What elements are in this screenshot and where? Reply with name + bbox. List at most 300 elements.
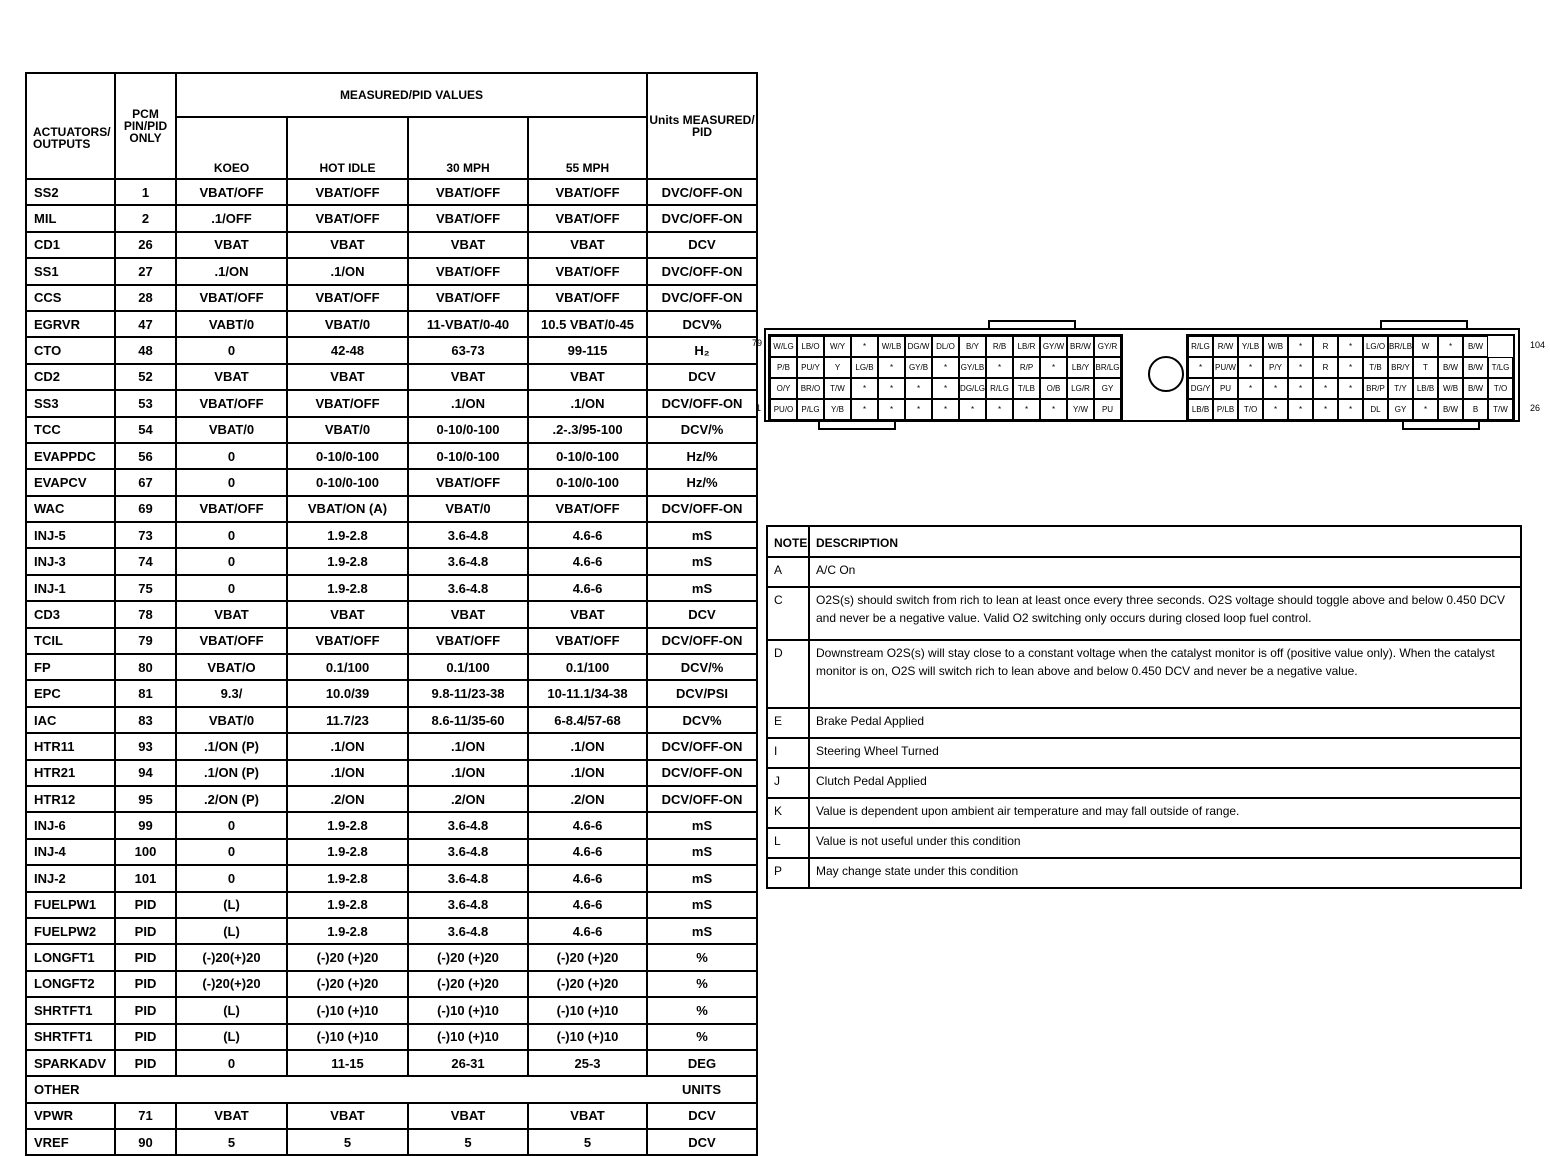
value-cell: VBAT xyxy=(408,601,528,627)
pcm-pin: 26 xyxy=(115,232,176,258)
connector-pin: R/LG xyxy=(986,378,1013,399)
value-cell: (-)10 (+)10 xyxy=(408,997,528,1023)
actuator-name: INJ-2 xyxy=(26,865,115,891)
note-letter: E xyxy=(767,708,809,738)
value-cell: VBAT xyxy=(528,1103,647,1129)
pin-label-79: 79 xyxy=(752,338,763,348)
units-cell: DEG xyxy=(647,1050,757,1076)
connector-pin: O/Y xyxy=(770,378,797,399)
value-cell: .2/ON xyxy=(287,786,408,812)
value-cell: VBAT/0 xyxy=(287,417,408,443)
pcm-pin: PID xyxy=(115,944,176,970)
connector-pin: * xyxy=(905,378,932,399)
value-cell: 5 xyxy=(176,1129,287,1155)
table-row xyxy=(26,337,757,363)
table-row xyxy=(26,443,757,469)
value-cell: VBAT/O xyxy=(176,654,287,680)
connector-pin: * xyxy=(986,357,1013,378)
table-row xyxy=(26,971,757,997)
table-row xyxy=(26,285,757,311)
value-cell: 11.7/23 xyxy=(287,707,408,733)
value-cell: 4.6-6 xyxy=(528,865,647,891)
table-row xyxy=(26,865,757,891)
value-cell: 0-10/0-100 xyxy=(287,443,408,469)
pcm-pin: 54 xyxy=(115,417,176,443)
value-cell: VBAT xyxy=(287,232,408,258)
value-cell: 0-10/0-100 xyxy=(408,417,528,443)
value-cell: 0 xyxy=(176,337,287,363)
value-cell: VBAT/0 xyxy=(287,311,408,337)
connector-pin: * xyxy=(1338,378,1363,399)
connector-pin: T/LG xyxy=(1488,357,1513,378)
actuator-name: TCC xyxy=(26,417,115,443)
pcm-pin: 27 xyxy=(115,258,176,284)
actuator-name: CCS xyxy=(26,285,115,311)
value-cell: VBAT/OFF xyxy=(528,496,647,522)
connector-pin: PU xyxy=(1213,378,1238,399)
units-cell: DVC/OFF-ON xyxy=(647,285,757,311)
connector-pin: PU/W xyxy=(1213,357,1238,378)
units-cell: DVC/OFF-ON xyxy=(647,205,757,231)
value-cell: 4.6-6 xyxy=(528,839,647,865)
value-cell: VBAT xyxy=(408,1103,528,1129)
units-cell: DCV xyxy=(647,601,757,627)
units-cell: mS xyxy=(647,522,757,548)
other-rows xyxy=(26,1076,757,1155)
value-cell: 0-10/0-100 xyxy=(287,469,408,495)
value-cell: 1.9-2.8 xyxy=(287,865,408,891)
connector-pin: T/B xyxy=(1363,357,1388,378)
table-row xyxy=(26,469,757,495)
units-cell: % xyxy=(647,944,757,970)
value-cell: 0 xyxy=(176,812,287,838)
value-cell: 5 xyxy=(287,1129,408,1155)
notes-table xyxy=(766,525,1522,889)
connector-pin: DG/W xyxy=(905,336,932,357)
value-cell: (-)20 (+)20 xyxy=(287,944,408,970)
connector-pin: R/P xyxy=(1013,357,1040,378)
value-cell: VBAT/0 xyxy=(176,707,287,733)
table-row xyxy=(26,390,757,416)
value-cell: 4.6-6 xyxy=(528,548,647,574)
connector-pin: W/LB xyxy=(878,336,905,357)
connector-pin: P/B xyxy=(770,357,797,378)
value-cell: .2-.3/95-100 xyxy=(528,417,647,443)
pcm-pin: 69 xyxy=(115,496,176,522)
value-cell: .1/ON xyxy=(287,258,408,284)
connector-pin: * xyxy=(1288,399,1313,420)
value-cell: VBAT/ON (A) xyxy=(287,496,408,522)
connector-pin: GY xyxy=(1388,399,1413,420)
units-cell: % xyxy=(647,997,757,1023)
actuator-name: FUELPW1 xyxy=(26,892,115,918)
connector-pin: PU/O xyxy=(770,399,797,420)
connector-pin: R xyxy=(1313,336,1338,357)
value-cell: VBAT/OFF xyxy=(528,205,647,231)
note-letter: I xyxy=(767,738,809,768)
pcm-pin: 101 xyxy=(115,865,176,891)
value-cell: 8.6-11/35-60 xyxy=(408,707,528,733)
value-cell: VBAT/OFF xyxy=(528,628,647,654)
connector-pin: Y xyxy=(824,357,851,378)
value-cell: 4.6-6 xyxy=(528,918,647,944)
value-cell: 26-31 xyxy=(408,1050,528,1076)
connector-pin: DG/Y xyxy=(1188,378,1213,399)
connector-pin: GY xyxy=(1094,378,1121,399)
units-cell: DCV/OFF-ON xyxy=(647,628,757,654)
units-cell: mS xyxy=(647,548,757,574)
value-cell: (-)20 (+)20 xyxy=(287,971,408,997)
table-row xyxy=(26,707,757,733)
connector-pin: * xyxy=(851,336,878,357)
table-row xyxy=(26,786,757,812)
value-cell: 99-115 xyxy=(528,337,647,363)
note-letter: P xyxy=(767,858,809,888)
note-letter: L xyxy=(767,828,809,858)
connector-pin: B/Y xyxy=(959,336,986,357)
connector-pin: * xyxy=(878,378,905,399)
connector-pin: R/W xyxy=(1213,336,1238,357)
value-cell: (-)10 (+)10 xyxy=(528,1024,647,1050)
actuator-name: EVAPCV xyxy=(26,469,115,495)
connector-pin: DL/O xyxy=(932,336,959,357)
note-row xyxy=(767,858,1521,888)
value-cell: VBAT xyxy=(176,601,287,627)
pcm-pin: 74 xyxy=(115,548,176,574)
actuator-name: INJ-5 xyxy=(26,522,115,548)
value-cell: VBAT/OFF xyxy=(528,179,647,205)
value-cell: 10-11.1/34-38 xyxy=(528,680,647,706)
other-name: VREF xyxy=(26,1129,115,1155)
value-cell: VBAT/OFF xyxy=(287,285,408,311)
value-cell: VBAT/OFF xyxy=(528,258,647,284)
pcm-pin: 53 xyxy=(115,390,176,416)
units-cell: DCV/% xyxy=(647,417,757,443)
note-row xyxy=(767,828,1521,858)
connector-pin: * xyxy=(932,399,959,420)
value-cell: 25-3 xyxy=(528,1050,647,1076)
value-cell: 5 xyxy=(528,1129,647,1155)
actuator-name: EPC xyxy=(26,680,115,706)
connector-pin: * xyxy=(851,378,878,399)
connector-pin: B/W xyxy=(1463,378,1488,399)
actuator-name: SS3 xyxy=(26,390,115,416)
table-row xyxy=(26,232,757,258)
note-description: May change state under this condition xyxy=(809,858,1521,888)
value-cell: .1/ON (P) xyxy=(176,760,287,786)
connector-pin: W/B xyxy=(1263,336,1288,357)
table-row xyxy=(26,1129,757,1155)
table-row xyxy=(26,680,757,706)
units-cell: mS xyxy=(647,575,757,601)
connector-pin: LB/B xyxy=(1413,378,1438,399)
units-cell: mS xyxy=(647,839,757,865)
connector-pin: LB/Y xyxy=(1067,357,1094,378)
header-units: Units MEASURED/ PID xyxy=(647,73,757,179)
note-row xyxy=(767,708,1521,738)
connector-body xyxy=(764,328,1520,422)
actuator-name: CD3 xyxy=(26,601,115,627)
value-cell: VBAT xyxy=(408,232,528,258)
note-letter: D xyxy=(767,640,809,708)
pin-label-1: 1 xyxy=(756,403,762,413)
pcm-pin: 99 xyxy=(115,812,176,838)
table-row xyxy=(26,258,757,284)
pcm-pin: PID xyxy=(115,1050,176,1076)
units-cell: DCV/PSI xyxy=(647,680,757,706)
value-cell: VBAT/OFF xyxy=(176,285,287,311)
pcm-pin: PID xyxy=(115,971,176,997)
actuator-name: CD2 xyxy=(26,364,115,390)
value-cell: 3.6-4.8 xyxy=(408,865,528,891)
connector-pin: W xyxy=(1413,336,1438,357)
connector-pin: GY/R xyxy=(1094,336,1121,357)
connector-pin: * xyxy=(1288,378,1313,399)
connector-pin: * xyxy=(1338,357,1363,378)
notes-rows xyxy=(767,557,1521,888)
value-cell: .2/ON (P) xyxy=(176,786,287,812)
actuator-name: HTR11 xyxy=(26,733,115,759)
value-cell: 0-10/0-100 xyxy=(528,443,647,469)
connector-pin: P/LB xyxy=(1213,399,1238,420)
value-cell: (-)10 (+)10 xyxy=(408,1024,528,1050)
connector-pin: W/Y xyxy=(824,336,851,357)
connector-pin: LG/O xyxy=(1363,336,1388,357)
value-cell: 0 xyxy=(176,522,287,548)
actuator-name: HTR21 xyxy=(26,760,115,786)
actuator-outputs-table xyxy=(25,72,758,1156)
table-row xyxy=(26,575,757,601)
pcm-pin: 95 xyxy=(115,786,176,812)
connector-pin: B xyxy=(1463,399,1488,420)
value-cell: (L) xyxy=(176,997,287,1023)
connector-pin: BR/LB xyxy=(1388,336,1413,357)
value-cell: 9.3/ xyxy=(176,680,287,706)
units-cell: DCV/OFF-ON xyxy=(647,760,757,786)
connector-pin: B/W xyxy=(1463,336,1488,357)
value-cell: 1.9-2.8 xyxy=(287,522,408,548)
table-row xyxy=(26,548,757,574)
pcm-pin: 73 xyxy=(115,522,176,548)
value-cell: VBAT/OFF xyxy=(176,390,287,416)
note-row xyxy=(767,587,1521,640)
value-cell: 3.6-4.8 xyxy=(408,522,528,548)
header-koeo: KOEO xyxy=(176,117,287,179)
units-cell: Hz/% xyxy=(647,443,757,469)
value-cell: 3.6-4.8 xyxy=(408,575,528,601)
pcm-connector-diagram xyxy=(752,318,1546,432)
connector-pin: T/Y xyxy=(1388,378,1413,399)
connector-pin: * xyxy=(1338,336,1363,357)
value-cell: 0 xyxy=(176,575,287,601)
units-cell: mS xyxy=(647,918,757,944)
value-cell: (-)20(+)20 xyxy=(176,971,287,997)
connector-pin: DG/LG xyxy=(959,378,986,399)
table-row xyxy=(26,997,757,1023)
value-cell: VBAT xyxy=(287,1103,408,1129)
pcm-pin: 75 xyxy=(115,575,176,601)
connector-pin: * xyxy=(1040,399,1067,420)
value-cell: 3.6-4.8 xyxy=(408,918,528,944)
table-row xyxy=(26,918,757,944)
actuator-name: FP xyxy=(26,654,115,680)
pcm-pin: 79 xyxy=(115,628,176,654)
pin-label-104: 104 xyxy=(1530,340,1546,350)
value-cell: 0.1/100 xyxy=(528,654,647,680)
pcm-pin: 78 xyxy=(115,601,176,627)
value-cell: VBAT xyxy=(287,601,408,627)
connector-pin: * xyxy=(1413,399,1438,420)
header-55-mph: 55 MPH xyxy=(528,117,647,179)
value-cell: (-)10 (+)10 xyxy=(287,1024,408,1050)
value-cell: VBAT/OFF xyxy=(287,205,408,231)
connector-pin: LG/R xyxy=(1067,378,1094,399)
note-row xyxy=(767,640,1521,708)
connector-pin: * xyxy=(878,399,905,420)
units-cell: DCV xyxy=(647,232,757,258)
value-cell: 1.9-2.8 xyxy=(287,548,408,574)
connector-pin: * xyxy=(1313,399,1338,420)
value-cell: (-)20(+)20 xyxy=(176,944,287,970)
connector-pin: BR/Y xyxy=(1388,357,1413,378)
value-cell: 1.9-2.8 xyxy=(287,839,408,865)
value-cell: VBAT/OFF xyxy=(287,390,408,416)
pcm-pin: PID xyxy=(115,997,176,1023)
value-cell: VBAT xyxy=(176,232,287,258)
table-row xyxy=(26,496,757,522)
connector-pin: W/LG xyxy=(770,336,797,357)
connector-pin: Y/LB xyxy=(1238,336,1263,357)
connector-pin: BR/LG xyxy=(1094,357,1121,378)
pcm-pin: 93 xyxy=(115,733,176,759)
actuator-name: INJ-4 xyxy=(26,839,115,865)
note-description: Brake Pedal Applied xyxy=(809,708,1521,738)
units-cell: DVC/OFF-ON xyxy=(647,258,757,284)
notes-header-note: NOTE xyxy=(767,526,809,557)
connector-pin: Y/B xyxy=(824,399,851,420)
value-cell: 42-48 xyxy=(287,337,408,363)
value-cell: (-)10 (+)10 xyxy=(528,997,647,1023)
actuator-name: EVAPPDC xyxy=(26,443,115,469)
value-cell: 4.6-6 xyxy=(528,575,647,601)
value-cell: VBAT/0 xyxy=(176,417,287,443)
value-cell: VBAT/OFF xyxy=(408,205,528,231)
value-cell: .1/ON (P) xyxy=(176,733,287,759)
value-cell: VBAT/OFF xyxy=(287,628,408,654)
value-cell: VBAT/OFF xyxy=(408,258,528,284)
actuator-name: IAC xyxy=(26,707,115,733)
connector-pin: * xyxy=(1238,357,1263,378)
actuator-name: SPARKADV xyxy=(26,1050,115,1076)
connector-pin: R xyxy=(1313,357,1338,378)
value-cell: .1/ON xyxy=(287,733,408,759)
connector-pin: T xyxy=(1413,357,1438,378)
units-cell: DCV/OFF-ON xyxy=(647,733,757,759)
connector-pin: * xyxy=(1263,378,1288,399)
value-cell: .1/ON xyxy=(408,390,528,416)
connector-pin: B/W xyxy=(1463,357,1488,378)
connector-pin: LB/R xyxy=(1013,336,1040,357)
value-cell: 11-VBAT/0-40 xyxy=(408,311,528,337)
connector-pin: BR/P xyxy=(1363,378,1388,399)
value-cell: (-)20 (+)20 xyxy=(408,971,528,997)
value-cell: .1/ON xyxy=(528,390,647,416)
actuator-name: SS2 xyxy=(26,179,115,205)
connector-pin: * xyxy=(1263,399,1288,420)
value-cell: 3.6-4.8 xyxy=(408,892,528,918)
value-cell: DCV xyxy=(647,1103,757,1129)
pcm-pin: 2 xyxy=(115,205,176,231)
value-cell: VBAT/OFF xyxy=(287,179,408,205)
value-cell: 0 xyxy=(176,469,287,495)
actuator-name: FUELPW2 xyxy=(26,918,115,944)
note-description: Value is dependent upon ambient air temperature and may fall outside of range. xyxy=(809,798,1521,828)
actuator-name: SS1 xyxy=(26,258,115,284)
units-cell: % xyxy=(647,1024,757,1050)
actuator-name: LONGFT2 xyxy=(26,971,115,997)
note-letter: A xyxy=(767,557,809,587)
connector-pin: T/O xyxy=(1238,399,1263,420)
table-row xyxy=(26,1024,757,1050)
value-cell: (-)20 (+)20 xyxy=(408,944,528,970)
note-row xyxy=(767,557,1521,587)
other-label: OTHER xyxy=(26,1076,115,1102)
value-cell: (-)20 (+)20 xyxy=(528,944,647,970)
connector-key-circle xyxy=(1148,356,1184,392)
actuator-name: LONGFT1 xyxy=(26,944,115,970)
value-cell: 0.1/100 xyxy=(408,654,528,680)
connector-pin: P/Y xyxy=(1263,357,1288,378)
header-30-mph: 30 MPH xyxy=(408,117,528,179)
actuator-name: INJ-6 xyxy=(26,812,115,838)
pcm-pin: 52 xyxy=(115,364,176,390)
value-cell: VBAT/OFF xyxy=(176,628,287,654)
connector-pin: * xyxy=(1238,378,1263,399)
other-header-row xyxy=(26,1076,757,1102)
actuator-rows xyxy=(26,179,757,1076)
pin-label-26: 26 xyxy=(1530,403,1541,413)
value-cell: 3.6-4.8 xyxy=(408,839,528,865)
table-row xyxy=(26,1050,757,1076)
note-description: A/C On xyxy=(809,557,1521,587)
value-cell: 0 xyxy=(176,865,287,891)
connector-pin: * xyxy=(959,399,986,420)
connector-pin: * xyxy=(878,357,905,378)
value-cell: 0.1/100 xyxy=(287,654,408,680)
connector-pin: * xyxy=(1188,357,1213,378)
value-cell: VBAT/OFF xyxy=(176,496,287,522)
value-cell: 4.6-6 xyxy=(528,522,647,548)
value-cell: (-)20 (+)20 xyxy=(528,971,647,997)
pcm-pin: 1 xyxy=(115,179,176,205)
value-cell: 4.6-6 xyxy=(528,892,647,918)
table-row xyxy=(26,364,757,390)
connector-pin: * xyxy=(1013,399,1040,420)
pcm-pin: PID xyxy=(115,892,176,918)
other-name: VPWR xyxy=(26,1103,115,1129)
actuator-name: HTR12 xyxy=(26,786,115,812)
value-cell: .2/ON xyxy=(408,786,528,812)
note-row xyxy=(767,798,1521,828)
table-row xyxy=(26,522,757,548)
units-cell: mS xyxy=(647,892,757,918)
value-cell: VBAT xyxy=(528,232,647,258)
connector-pin: * xyxy=(1288,336,1313,357)
connector-pin: GY/B xyxy=(905,357,932,378)
table-row xyxy=(26,417,757,443)
connector-pin: P/LG xyxy=(797,399,824,420)
pcm-pin: 48 xyxy=(115,337,176,363)
